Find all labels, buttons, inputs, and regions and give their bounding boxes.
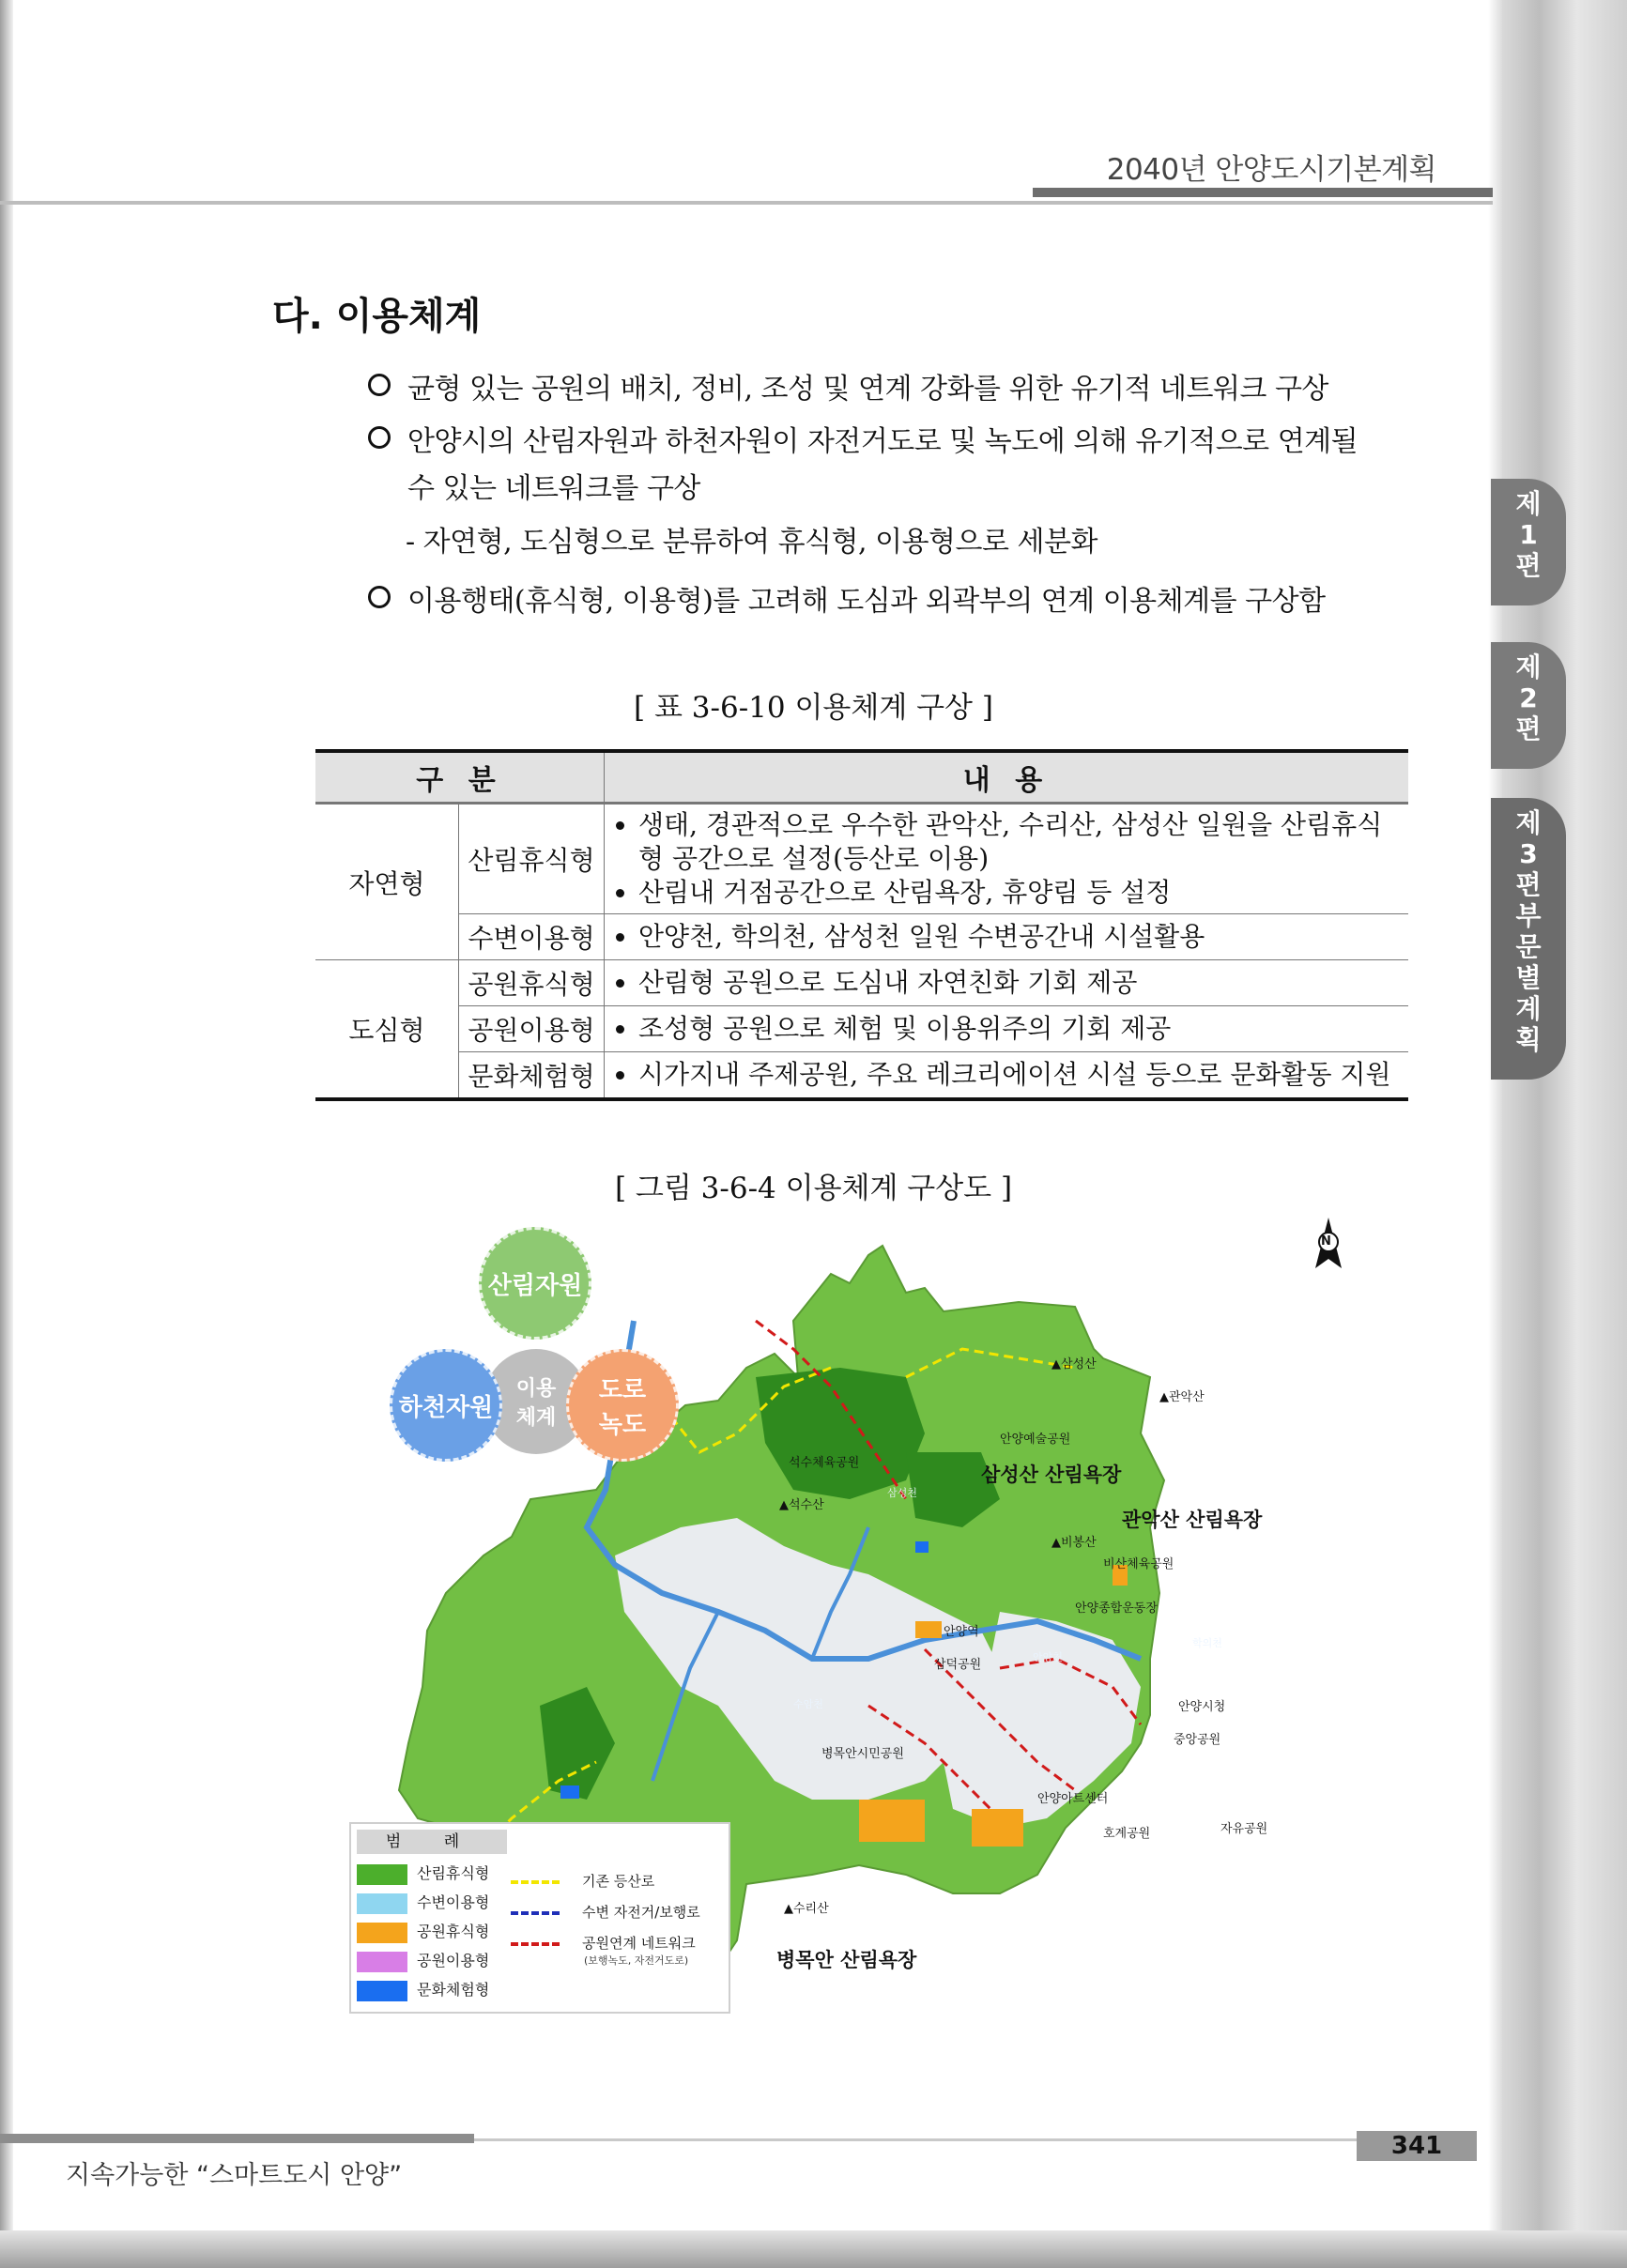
legend-item: 공원휴식형 xyxy=(357,1920,489,1944)
map-label: 자유공원 xyxy=(1220,1822,1268,1836)
legend-item: 문화체험형 xyxy=(357,1978,489,2002)
content-cell xyxy=(605,914,1409,960)
bullet-2-continued: 수 있는 네트워크를 구상 xyxy=(407,472,700,505)
header-rule xyxy=(1033,188,1493,197)
venn-road: 도로 녹도 xyxy=(566,1349,679,1462)
content-cell xyxy=(605,960,1409,1006)
legend-line-item: 수변 자전거/보행로 xyxy=(511,1902,700,1922)
footer-title: 지속가능한 “스마트도시 안양” xyxy=(66,2161,403,2190)
usage-system-table xyxy=(315,749,1408,1101)
category-cell: 자연형 xyxy=(315,804,459,960)
jayu-park-area xyxy=(972,1809,1023,1847)
content-item: • 생태, 경관적으로 우수한 관악산, 수리산, 삼성산 일원을 산림휴식형 공간으로 설정(등산로 이용) xyxy=(638,808,1401,876)
legend-swatch xyxy=(357,1893,407,1914)
map-label: 안양역 xyxy=(944,1625,979,1639)
map-label: 수암천 xyxy=(793,1698,823,1710)
map-label: 학의천 xyxy=(1192,1637,1222,1649)
map-label: ▲관악산 xyxy=(1159,1390,1205,1404)
legend-item: 공원이용형 xyxy=(357,1949,489,1973)
map-label: 석수체육공원 xyxy=(789,1456,860,1470)
table-row xyxy=(315,1006,1408,1052)
map-label: 안양종합운동장 xyxy=(1075,1601,1158,1616)
header-content: 내 용 xyxy=(605,751,1409,804)
north-label: N xyxy=(1321,1234,1331,1249)
culture-area-2 xyxy=(915,1541,929,1553)
hogye-park-area xyxy=(859,1800,925,1842)
map-label: 삼성산 산림욕장 xyxy=(981,1463,1122,1486)
legend-swatch xyxy=(357,1923,407,1943)
content-item: • 안양천, 학의천, 삼성천 일원 수변공간내 시설활용 xyxy=(638,920,1401,954)
legend-item: 수변이용형 xyxy=(357,1891,489,1915)
map-label: 병목안 산림욕장 xyxy=(776,1949,917,1971)
table-row xyxy=(315,914,1408,960)
page-left-edge xyxy=(0,0,13,2268)
content-item: • 시가지내 주제공원, 주요 레크리에이션 시설 등으로 문화활동 지원 xyxy=(638,1058,1401,1092)
circle-bullet-icon xyxy=(368,374,391,396)
map-label: 안양아트센터 xyxy=(1037,1792,1109,1806)
circle-bullet-icon xyxy=(368,426,391,449)
page-right-edge xyxy=(1502,0,1627,2268)
header-rule-light xyxy=(0,201,1493,205)
subcategory-cell: 수변이용형 xyxy=(459,914,605,960)
table-row xyxy=(315,1052,1408,1100)
table-row xyxy=(315,960,1408,1006)
page-number: 341 xyxy=(1357,2131,1477,2161)
map-label: 병목안시민공원 xyxy=(821,1747,904,1761)
subcategory-cell: 문화체험형 xyxy=(459,1052,605,1100)
legend-line-item: 공원연계 네트워크 (보행녹도, 자전거도로) xyxy=(511,1933,696,1968)
sports-complex-area xyxy=(915,1621,942,1638)
legend-line-item: 기존 등산로 xyxy=(511,1871,654,1891)
header-category: 구 분 xyxy=(315,751,605,804)
content-item: • 산림형 공원으로 도심내 자연친화 기회 제공 xyxy=(638,966,1401,1000)
map-label: 삼성천 xyxy=(887,1487,917,1499)
table-header-row xyxy=(315,751,1408,804)
venn-center: 이용 체계 xyxy=(483,1349,589,1454)
legend-dash xyxy=(511,1942,560,1946)
map-label: ▲비봉산 xyxy=(1051,1536,1097,1550)
venn-river: 하천자원 xyxy=(390,1349,502,1462)
subcategory-cell: 산림휴식형 xyxy=(459,804,605,914)
map-label: 안양예술공원 xyxy=(1000,1433,1071,1447)
category-cell: 도심형 xyxy=(315,960,459,1100)
map-label: ▲삼성산 xyxy=(1051,1357,1097,1372)
footer-rule xyxy=(0,2134,474,2143)
table-row xyxy=(315,804,1408,914)
bullet-1: 균형 있는 공원의 배치, 정비, 조성 및 연계 강화를 위한 유기적 네트워크 구상 xyxy=(368,366,1328,413)
section-title: 다. 이용체계 xyxy=(272,295,482,338)
map-label: 삼덕공원 xyxy=(934,1658,982,1672)
content-cell xyxy=(605,804,1409,914)
subcategory-cell: 공원이용형 xyxy=(459,1006,605,1052)
legend-title: 범 례 xyxy=(357,1830,507,1854)
venn-forest: 산림자원 xyxy=(479,1227,591,1340)
map-label: 관악산 산림욕장 xyxy=(1122,1509,1263,1531)
subcategory-cell: 공원휴식형 xyxy=(459,960,605,1006)
content-item: • 산림내 거점공간으로 산림욕장, 휴양림 등 설정 xyxy=(638,876,1401,910)
side-tab-part-2[interactable]: 제 2 편 xyxy=(1491,642,1566,769)
legend-swatch xyxy=(357,1981,407,2001)
content-item: • 조성형 공원으로 체험 및 이용위주의 기회 제공 xyxy=(638,1012,1401,1046)
map-label: 안양시청 xyxy=(1178,1700,1226,1714)
legend-swatch xyxy=(357,1952,407,1972)
circle-bullet-icon xyxy=(368,586,391,608)
map-label: 안양천 xyxy=(1033,1651,1063,1663)
running-header: 2040년 안양도시기본계획 xyxy=(1106,153,1436,187)
legend-item: 산림휴식형 xyxy=(357,1862,489,1886)
bullet-2: 안양시의 산림자원과 하천자원이 자전거도로 및 녹도에 의해 유기적으로 연계될 xyxy=(368,419,1358,466)
legend-dash xyxy=(511,1911,560,1915)
map-label: ▲수리산 xyxy=(784,1902,829,1916)
map-label: 비산체육공원 xyxy=(1103,1557,1174,1571)
side-tab-part-3[interactable]: 제 3 편 부 문 별 계 획 xyxy=(1491,798,1566,1080)
content-cell xyxy=(605,1006,1409,1052)
content-cell xyxy=(605,1052,1409,1100)
map-label: ▲석수산 xyxy=(779,1498,824,1512)
side-tab-part-1[interactable]: 제 1 편 xyxy=(1491,479,1566,605)
legend-swatch xyxy=(357,1864,407,1885)
map-label: 호계공원 xyxy=(1103,1827,1151,1841)
legend-dash xyxy=(511,1880,560,1884)
bullet-3: 이용행태(휴식형, 이용형)를 고려해 도심과 외곽부의 연계 이용체계를 구상함 xyxy=(368,578,1326,625)
footer-rule-light xyxy=(474,2138,1357,2141)
sub-bullet: - 자연형, 도심형으로 분류하여 휴식형, 이용형으로 세분화 xyxy=(406,526,1097,559)
table-caption: [ 표 3-6-10 이용체계 구상 ] xyxy=(634,691,993,725)
map-legend xyxy=(349,1822,730,2014)
culture-area-1 xyxy=(560,1785,579,1799)
map-label: 중앙공원 xyxy=(1174,1733,1221,1747)
page-bottom-edge xyxy=(0,2230,1627,2268)
figure-caption: [ 그림 3-6-4 이용체계 구상도 ] xyxy=(614,1172,1013,1205)
